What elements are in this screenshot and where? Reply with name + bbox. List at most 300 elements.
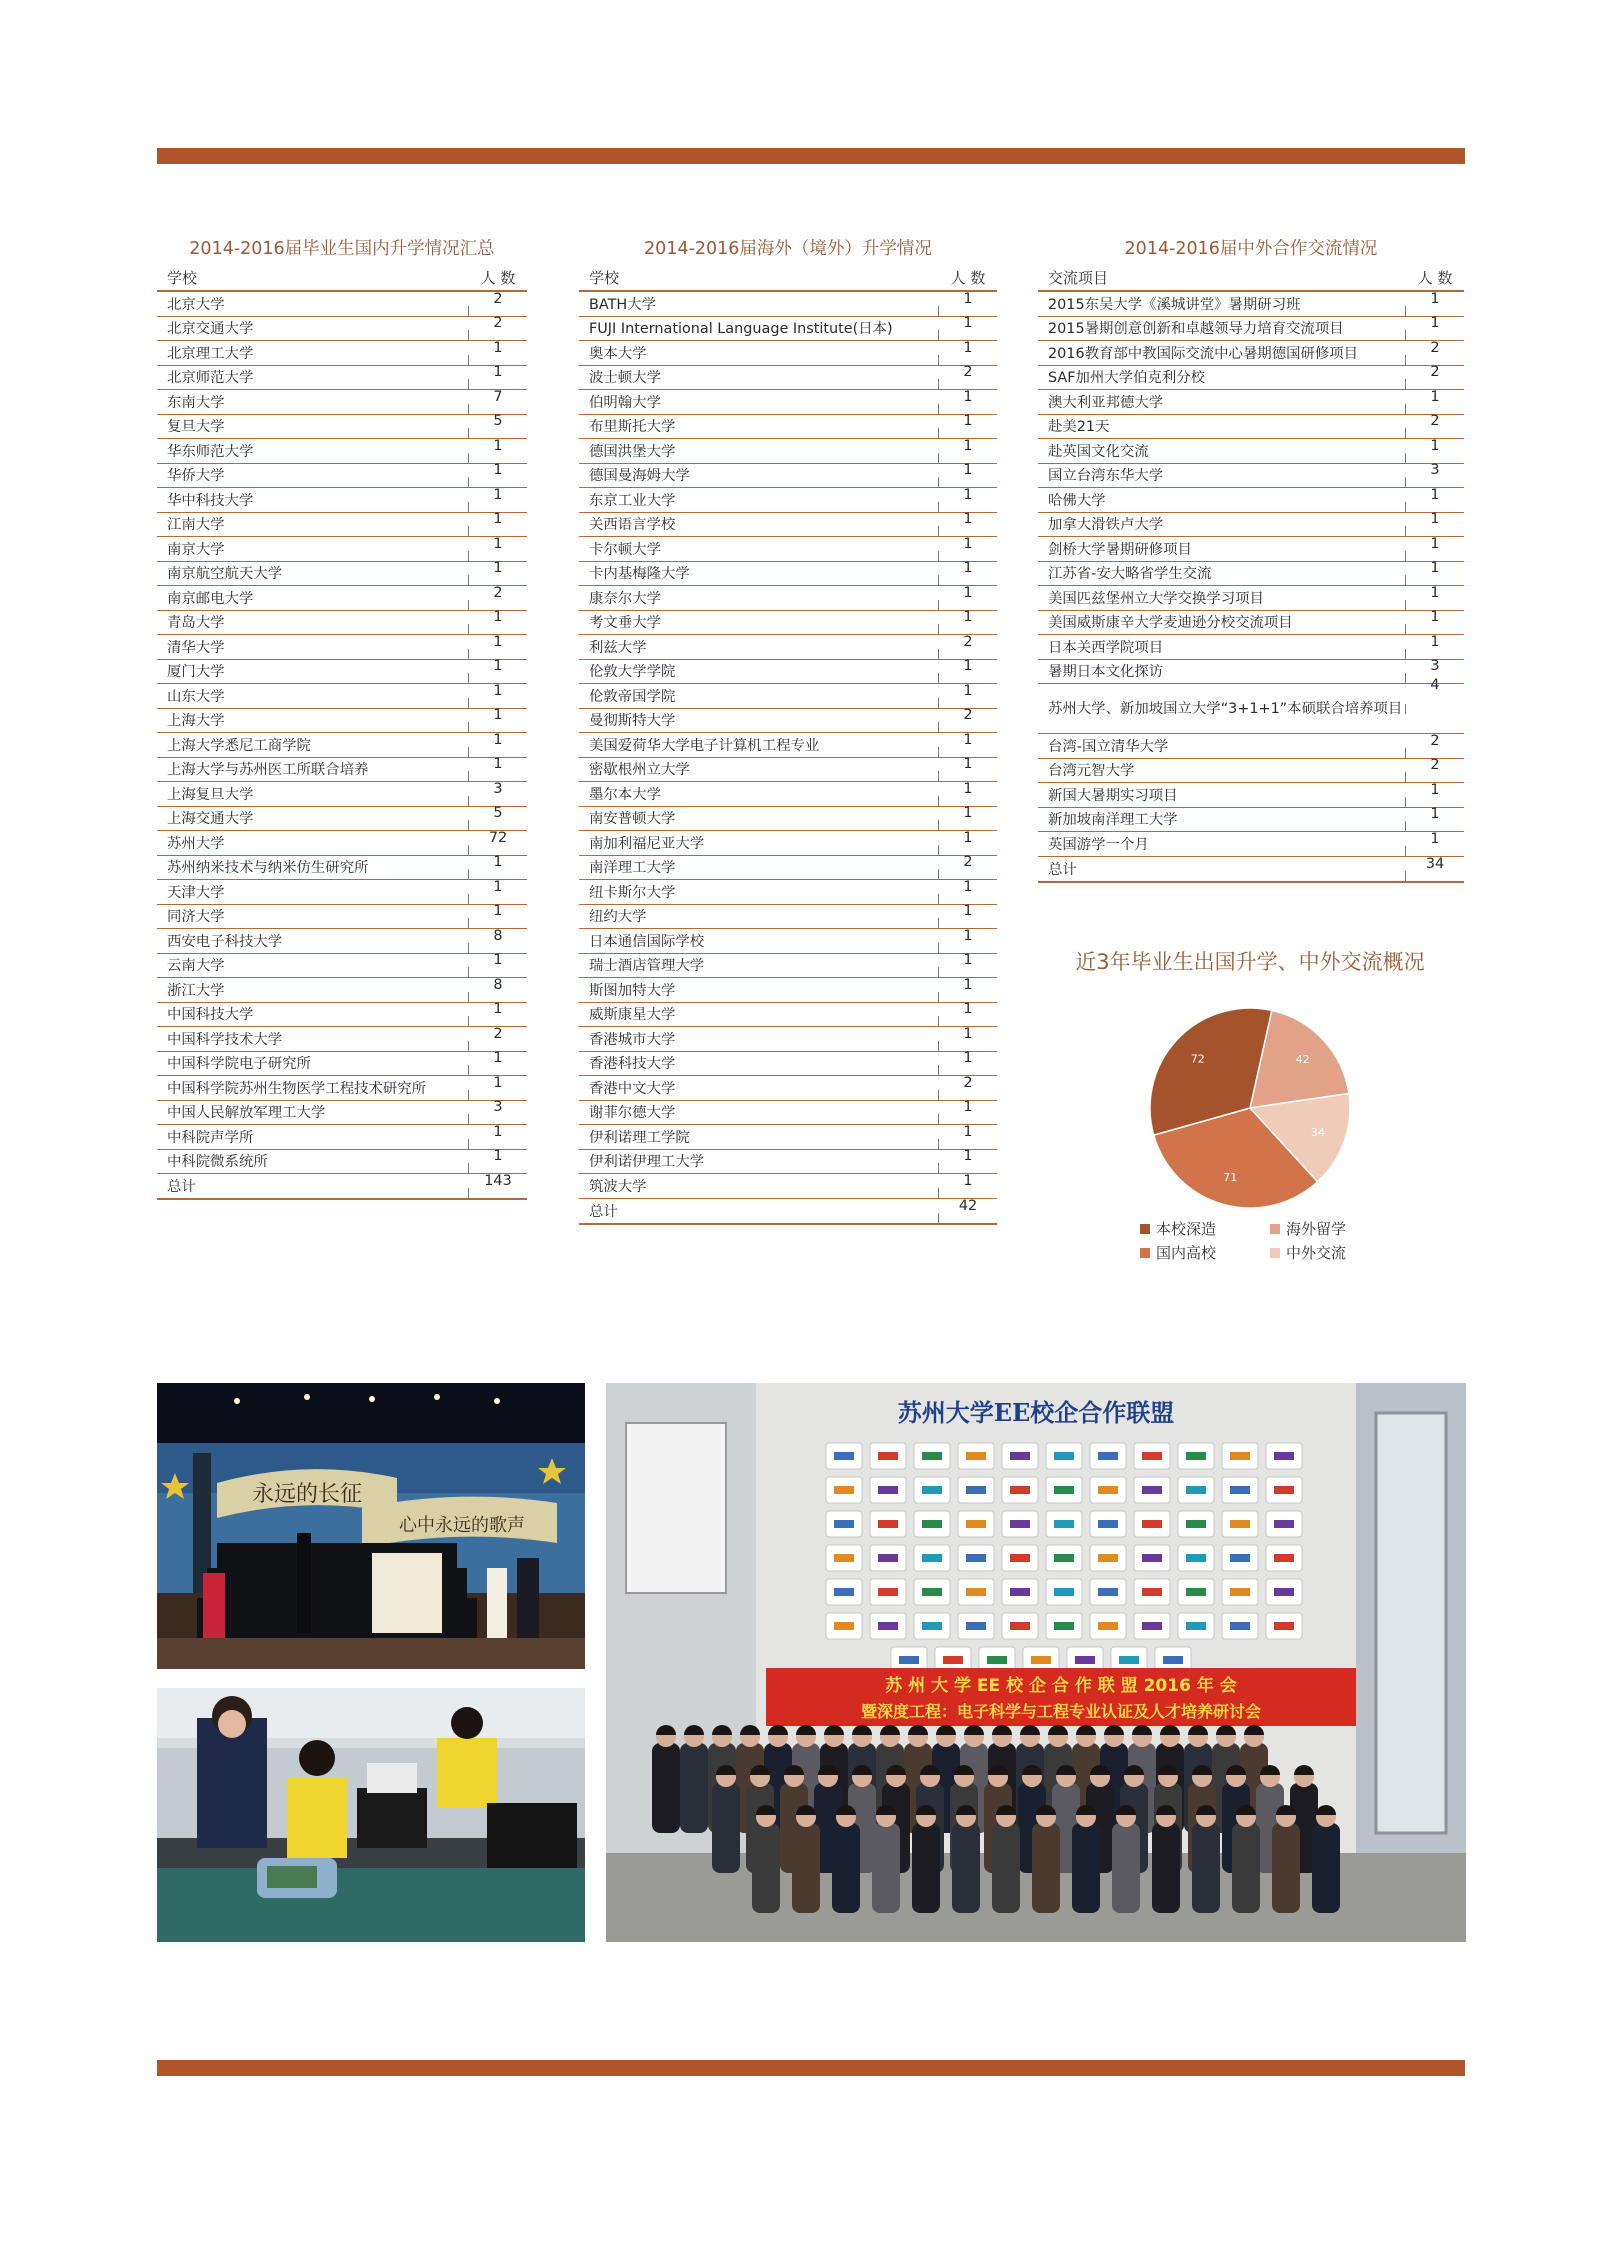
table-row bbox=[157, 1076, 527, 1101]
overseas-table-header bbox=[579, 262, 997, 292]
row-name: 台湾-国立清华大学 bbox=[1048, 738, 1169, 755]
alliance-banner-line-2: 暨深度工程：电子科学与工程专业认证及人才培养研讨会 bbox=[860, 1702, 1262, 1721]
table-row bbox=[579, 880, 997, 905]
table-row bbox=[579, 586, 997, 611]
row-name: 北京交通大学 bbox=[167, 321, 254, 337]
row-name: 纽卡斯尔大学 bbox=[589, 884, 676, 901]
choir-performance-photo bbox=[157, 1383, 585, 1669]
row-count: 1 bbox=[1405, 330, 1464, 340]
table-row bbox=[579, 464, 997, 489]
row-name: 德国洪堡大学 bbox=[589, 443, 676, 460]
row-count: 1 bbox=[938, 428, 997, 438]
table-row bbox=[1038, 676, 1464, 734]
row-name: 北京大学 bbox=[167, 296, 225, 313]
row-name: 中国科学院电子研究所 bbox=[167, 1056, 311, 1072]
legend-item bbox=[1140, 1242, 1216, 1263]
top-decor-bar bbox=[157, 148, 1465, 164]
row-name: 复旦大学 bbox=[167, 419, 225, 435]
row-count: 1 bbox=[1405, 649, 1464, 659]
table-row bbox=[1038, 783, 1464, 808]
table-row bbox=[579, 709, 997, 734]
row-name: 香港城市大学 bbox=[589, 1031, 676, 1048]
row-count: 1 bbox=[468, 1065, 527, 1075]
row-name: 南安普顿大学 bbox=[589, 811, 676, 827]
exchange-table-title: 2014-2016届中外合作交流情况 bbox=[1124, 239, 1378, 259]
row-count: 1 bbox=[468, 477, 527, 487]
row-count: 1 bbox=[938, 820, 997, 830]
table-row bbox=[579, 562, 997, 587]
row-name: 厦门大学 bbox=[167, 664, 225, 680]
table-row bbox=[579, 366, 997, 391]
table-row bbox=[157, 439, 527, 464]
table-row bbox=[157, 317, 527, 342]
table-row bbox=[157, 1027, 527, 1052]
row-count: 8 bbox=[468, 943, 527, 953]
row-count: 2 bbox=[468, 1041, 527, 1051]
table-row bbox=[579, 1150, 997, 1175]
table-row bbox=[157, 733, 527, 758]
row-name: 青岛大学 bbox=[167, 615, 225, 631]
row-name: 东京工业大学 bbox=[589, 492, 676, 509]
row-name: 东南大学 bbox=[167, 394, 225, 411]
row-name: 上海大学 bbox=[167, 713, 225, 729]
row-name: 上海大学与苏州医工所联合培养 bbox=[167, 762, 369, 778]
table-row bbox=[1038, 366, 1464, 391]
row-count: 1 bbox=[938, 330, 997, 340]
table-row bbox=[579, 954, 997, 979]
row-count: 1 bbox=[938, 404, 997, 414]
crowd-people bbox=[652, 1725, 1340, 1913]
row-name: 苏州大学、新加坡国立大学“3+1+1”本硕联合培养项目 bbox=[1048, 700, 1403, 717]
exchange-rows bbox=[1038, 292, 1464, 857]
row-count: 1 bbox=[468, 1139, 527, 1149]
total-label: 总计 bbox=[1048, 861, 1077, 878]
table-row bbox=[579, 292, 997, 317]
row-name: 赴美21天 bbox=[1048, 419, 1110, 435]
row-count: 1 bbox=[1405, 306, 1464, 316]
table-row bbox=[157, 807, 527, 832]
table-row bbox=[579, 905, 997, 930]
row-name: 香港科技大学 bbox=[589, 1056, 676, 1072]
row-name: 江南大学 bbox=[167, 517, 225, 533]
row-count: 5 bbox=[468, 428, 527, 438]
row-count: 1 bbox=[468, 649, 527, 659]
row-count: 1 bbox=[938, 992, 997, 1002]
table-row bbox=[579, 1076, 997, 1101]
row-count: 1 bbox=[468, 673, 527, 683]
row-count: 1 bbox=[938, 502, 997, 512]
table-row bbox=[157, 1101, 527, 1126]
row-name: 密歇根州立大学 bbox=[589, 762, 690, 778]
table-row bbox=[1038, 317, 1464, 342]
row-count: 1 bbox=[1405, 846, 1464, 856]
row-name: 墨尔本大学 bbox=[589, 786, 661, 803]
table-row bbox=[579, 1027, 997, 1052]
choir-banner-text-2: 心中永远的歌声 bbox=[399, 1515, 525, 1536]
pie-slice-label-0: 72 bbox=[1190, 1052, 1205, 1066]
table-row bbox=[579, 415, 997, 440]
domestic-rows bbox=[157, 292, 527, 1174]
row-name: 谢菲尔德大学 bbox=[589, 1105, 676, 1121]
row-name: 中科院声学所 bbox=[167, 1129, 254, 1146]
row-name: 暑期日本文化探访 bbox=[1048, 664, 1164, 680]
table-row bbox=[157, 856, 527, 881]
col-school: 学校 bbox=[589, 269, 620, 287]
row-count: 1 bbox=[468, 379, 527, 389]
table-row bbox=[1038, 586, 1464, 611]
pie-slice-label-1: 71 bbox=[1223, 1171, 1238, 1185]
table-row bbox=[157, 831, 527, 856]
table-row bbox=[579, 807, 997, 832]
row-name: 卡尔顿大学 bbox=[589, 541, 661, 558]
row-name: 美国爱荷华大学电子计算机工程专业 bbox=[589, 737, 820, 754]
row-count: 1 bbox=[938, 673, 997, 683]
row-count: 1 bbox=[468, 502, 527, 512]
row-name: 苏州纳米技术与纳米仿生研究所 bbox=[167, 860, 369, 876]
row-count: 2 bbox=[1405, 772, 1464, 782]
row-name: 华东师范大学 bbox=[167, 443, 254, 460]
row-count: 1 bbox=[938, 1114, 997, 1124]
row-name: 北京师范大学 bbox=[167, 370, 254, 386]
row-count: 3 bbox=[1405, 477, 1464, 487]
row-name: 南加利福尼亚大学 bbox=[589, 835, 705, 852]
legend-item bbox=[1270, 1242, 1346, 1263]
row-count: 1 bbox=[938, 771, 997, 781]
table-row bbox=[157, 415, 527, 440]
row-name: 日本关西学院项目 bbox=[1048, 639, 1164, 656]
table-row bbox=[157, 709, 527, 734]
table-row bbox=[1038, 292, 1464, 317]
col-count: 人 数 bbox=[1417, 269, 1453, 287]
row-name: 西安电子科技大学 bbox=[167, 933, 283, 950]
row-count: 5 bbox=[468, 820, 527, 830]
row-count: 1 bbox=[938, 600, 997, 610]
row-count: 2 bbox=[938, 1090, 997, 1100]
row-count: 1 bbox=[1405, 404, 1464, 414]
row-count: 1 bbox=[468, 1163, 527, 1173]
row-count: 1 bbox=[938, 943, 997, 953]
row-count: 1 bbox=[938, 845, 997, 855]
row-name: 国立台湾东华大学 bbox=[1048, 468, 1164, 484]
row-name: 伯明翰大学 bbox=[589, 394, 661, 411]
total-label: 总计 bbox=[589, 1203, 618, 1220]
row-name: 利兹大学 bbox=[589, 639, 647, 656]
table-row bbox=[157, 684, 527, 709]
row-name: 康奈尔大学 bbox=[589, 590, 661, 607]
table-row bbox=[157, 562, 527, 587]
pie-chart-title: 近3年毕业生出国升学、中外交流概况 bbox=[1075, 950, 1425, 974]
row-count: 8 bbox=[468, 992, 527, 1002]
row-count: 1 bbox=[938, 526, 997, 536]
row-name: SAF加州大学伯克利分校 bbox=[1048, 370, 1206, 386]
row-count: 1 bbox=[938, 306, 997, 316]
row-count: 1 bbox=[938, 624, 997, 634]
table-row bbox=[1038, 390, 1464, 415]
row-count: 1 bbox=[1405, 453, 1464, 463]
table-row bbox=[157, 1150, 527, 1175]
table-row bbox=[579, 1125, 997, 1150]
row-name: 威斯康星大学 bbox=[589, 1007, 676, 1023]
row-count: 1 bbox=[938, 551, 997, 561]
row-count: 2 bbox=[1405, 428, 1464, 438]
table-row bbox=[1038, 341, 1464, 366]
row-count: 1 bbox=[468, 1090, 527, 1100]
row-name: 加拿大滑铁卢大学 bbox=[1048, 517, 1164, 533]
row-count: 1 bbox=[938, 967, 997, 977]
col-count: 人 数 bbox=[950, 269, 986, 287]
table-row bbox=[579, 317, 997, 342]
table-row bbox=[579, 1174, 997, 1199]
domestic-table-title: 2014-2016届毕业生国内升学情况汇总 bbox=[189, 239, 495, 259]
row-count: 72 bbox=[468, 845, 527, 855]
row-name: 南京航空航天大学 bbox=[167, 566, 283, 582]
row-count: 1 bbox=[1405, 502, 1464, 512]
row-count: 1 bbox=[938, 894, 997, 904]
row-name: 考文垂大学 bbox=[589, 615, 661, 631]
table-row bbox=[579, 1101, 997, 1126]
row-count: 1 bbox=[468, 918, 527, 928]
table-row bbox=[579, 831, 997, 856]
row-name: 新国大暑期实习项目 bbox=[1048, 787, 1178, 804]
row-name: 北京理工大学 bbox=[167, 345, 254, 362]
legend-swatch bbox=[1140, 1248, 1150, 1258]
row-count: 1 bbox=[468, 967, 527, 977]
row-name: 苏州大学 bbox=[167, 835, 225, 852]
row-count: 1 bbox=[938, 355, 997, 365]
pie-slice-label-3: 34 bbox=[1310, 1126, 1325, 1140]
table-row bbox=[1038, 513, 1464, 538]
legend-swatch bbox=[1270, 1248, 1280, 1258]
row-count: 1 bbox=[1405, 526, 1464, 536]
table-row bbox=[157, 537, 527, 562]
table-row bbox=[579, 537, 997, 562]
row-count: 1 bbox=[468, 624, 527, 634]
row-name: 台湾元智大学 bbox=[1048, 763, 1135, 779]
row-count: 1 bbox=[938, 918, 997, 928]
row-count: 3 bbox=[1405, 673, 1464, 683]
row-name: 斯图加特大学 bbox=[589, 982, 676, 999]
table-row bbox=[1038, 464, 1464, 489]
total-value: 143 bbox=[468, 1188, 527, 1198]
table-row bbox=[157, 292, 527, 317]
row-name: 浙江大学 bbox=[167, 982, 225, 999]
table-row bbox=[1038, 611, 1464, 636]
row-name: 2016教育部中教国际交流中心暑期德国研修项目 bbox=[1048, 345, 1359, 362]
table-row bbox=[157, 635, 527, 660]
row-count: 1 bbox=[468, 575, 527, 585]
table-row bbox=[1038, 808, 1464, 833]
table-row bbox=[579, 733, 997, 758]
row-count: 2 bbox=[468, 600, 527, 610]
row-name: 中国科技大学 bbox=[167, 1007, 254, 1023]
row-count: 1 bbox=[938, 575, 997, 585]
row-count: 1 bbox=[938, 1065, 997, 1075]
row-name: 南京大学 bbox=[167, 541, 225, 558]
row-name: 上海复旦大学 bbox=[167, 786, 254, 803]
row-count: 3 bbox=[468, 1114, 527, 1124]
table-row bbox=[157, 929, 527, 954]
table-row bbox=[157, 1003, 527, 1028]
table-row bbox=[157, 488, 527, 513]
table-row bbox=[1038, 660, 1464, 685]
row-name: 上海大学悉尼工商学院 bbox=[167, 737, 311, 754]
row-name: 山东大学 bbox=[167, 688, 225, 705]
row-name: 新加坡南洋理工大学 bbox=[1048, 812, 1178, 828]
row-count: 1 bbox=[938, 698, 997, 708]
total-value: 42 bbox=[938, 1213, 997, 1223]
row-name: 剑桥大学暑期研修项目 bbox=[1048, 541, 1192, 558]
table-row bbox=[579, 513, 997, 538]
table-row bbox=[1038, 415, 1464, 440]
row-count: 2 bbox=[1405, 355, 1464, 365]
row-count: 2 bbox=[1405, 748, 1464, 758]
row-name: 德国曼海姆大学 bbox=[589, 468, 690, 484]
alliance-wall-title: 苏州大学EE校企合作联盟 bbox=[897, 1398, 1175, 1427]
table-row bbox=[157, 758, 527, 783]
row-name: 华侨大学 bbox=[167, 468, 225, 484]
row-name: 江苏省-安大略省学生交流 bbox=[1048, 566, 1212, 582]
row-count: 1 bbox=[468, 771, 527, 781]
table-row bbox=[579, 1003, 997, 1028]
row-name: 日本通信国际学校 bbox=[589, 933, 705, 950]
row-name: 云南大学 bbox=[167, 958, 225, 974]
row-count: 1 bbox=[468, 551, 527, 561]
row-name: 天津大学 bbox=[167, 884, 225, 901]
row-count: 1 bbox=[938, 1163, 997, 1173]
table-row bbox=[1038, 488, 1464, 513]
row-count: 1 bbox=[938, 796, 997, 806]
row-count: 1 bbox=[468, 355, 527, 365]
row-name: 华中科技大学 bbox=[167, 492, 254, 509]
row-name: 2015暑期创意创新和卓越领导力培育交流项目 bbox=[1048, 321, 1344, 337]
row-name: 美国威斯康辛大学麦迪逊分校交流项目 bbox=[1048, 615, 1293, 631]
row-count: 1 bbox=[938, 747, 997, 757]
bottom-decor-bar bbox=[157, 2060, 1465, 2076]
row-count: 1 bbox=[1405, 575, 1464, 585]
row-name: 奥本大学 bbox=[589, 345, 647, 362]
row-count: 1 bbox=[1405, 624, 1464, 634]
row-name: 伊利诺伊理工大学 bbox=[589, 1154, 705, 1170]
row-count: 1 bbox=[938, 477, 997, 487]
legend-item bbox=[1140, 1218, 1216, 1239]
overseas-table-title: 2014-2016届海外（境外）升学情况 bbox=[644, 239, 932, 259]
row-name: 美国匹兹堡州立大学交换学习项目 bbox=[1048, 590, 1264, 607]
table-row bbox=[157, 366, 527, 391]
row-count: 1 bbox=[938, 1139, 997, 1149]
row-count: 1 bbox=[468, 526, 527, 536]
row-count: 4 bbox=[1405, 704, 1464, 714]
row-count: 1 bbox=[468, 698, 527, 708]
table-row bbox=[1038, 562, 1464, 587]
exchange-table-header bbox=[1038, 262, 1464, 292]
table-row bbox=[157, 611, 527, 636]
row-count: 1 bbox=[468, 453, 527, 463]
overseas-total-row bbox=[579, 1199, 997, 1225]
overseas-rows bbox=[579, 292, 997, 1199]
row-count: 1 bbox=[1405, 551, 1464, 561]
table-row bbox=[579, 856, 997, 881]
col-item: 交流项目 bbox=[1048, 269, 1109, 287]
total-label: 总计 bbox=[167, 1179, 196, 1195]
row-count: 3 bbox=[468, 796, 527, 806]
row-count: 1 bbox=[938, 1016, 997, 1026]
exchange-total-row bbox=[1038, 857, 1464, 883]
overseas-table bbox=[579, 236, 997, 1225]
row-name: 筑波大学 bbox=[589, 1178, 647, 1195]
row-name: 波士顿大学 bbox=[589, 370, 661, 386]
row-count: 2 bbox=[938, 379, 997, 389]
row-count: 1 bbox=[938, 1041, 997, 1051]
table-row bbox=[157, 954, 527, 979]
legend-label: 海外留学 bbox=[1286, 1220, 1347, 1238]
table-row bbox=[157, 880, 527, 905]
table-row bbox=[157, 464, 527, 489]
row-name: 同济大学 bbox=[167, 909, 225, 925]
choir-banner-text-1: 永远的长征 bbox=[251, 1482, 363, 1507]
row-name: 南京邮电大学 bbox=[167, 590, 254, 607]
sponsor-logo-wall bbox=[826, 1443, 1302, 1673]
row-name: 卡内基梅隆大学 bbox=[589, 566, 690, 582]
row-name: 南洋理工大学 bbox=[589, 860, 676, 876]
row-count: 1 bbox=[1405, 821, 1464, 831]
row-count: 2 bbox=[938, 722, 997, 732]
row-name: 纽约大学 bbox=[589, 909, 647, 925]
table-row bbox=[157, 1125, 527, 1150]
table-row bbox=[157, 782, 527, 807]
row-count: 2 bbox=[468, 306, 527, 316]
table-row bbox=[579, 758, 997, 783]
row-name: 中国科学技术大学 bbox=[167, 1031, 283, 1048]
legend-swatch bbox=[1270, 1224, 1280, 1234]
table-row bbox=[157, 660, 527, 685]
table-row bbox=[579, 782, 997, 807]
table-row bbox=[157, 586, 527, 611]
col-count: 人 数 bbox=[480, 269, 516, 287]
table-row bbox=[1038, 537, 1464, 562]
col-school: 学校 bbox=[167, 269, 198, 287]
table-row bbox=[579, 684, 997, 709]
table-row bbox=[1038, 832, 1464, 857]
row-name: 上海交通大学 bbox=[167, 811, 254, 827]
pie-chart bbox=[1140, 998, 1360, 1218]
row-name: BATH大学 bbox=[589, 296, 656, 313]
row-count: 2 bbox=[938, 869, 997, 879]
row-name: FUJI International Language Institute(日本) bbox=[589, 321, 893, 337]
table-row bbox=[157, 978, 527, 1003]
table-row bbox=[157, 390, 527, 415]
row-count: 1 bbox=[468, 869, 527, 879]
row-count: 1 bbox=[938, 1188, 997, 1198]
domestic-table-header bbox=[157, 262, 527, 292]
row-name: 中国人民解放军理工大学 bbox=[167, 1105, 326, 1121]
row-name: 英国游学一个月 bbox=[1048, 836, 1149, 853]
table-row bbox=[579, 929, 997, 954]
table-row bbox=[1038, 439, 1464, 464]
alliance-banner-line-1: 苏 州 大 学 EE 校 企 合 作 联 盟 2016 年 会 bbox=[885, 1676, 1237, 1696]
table-row bbox=[1038, 759, 1464, 784]
row-count: 1 bbox=[1405, 600, 1464, 610]
row-count: 1 bbox=[468, 894, 527, 904]
table-row bbox=[157, 341, 527, 366]
row-count: 1 bbox=[938, 453, 997, 463]
legend-label: 中外交流 bbox=[1286, 1244, 1347, 1262]
table-row bbox=[579, 1052, 997, 1077]
row-name: 澳大利亚邦德大学 bbox=[1048, 394, 1164, 411]
row-count: 1 bbox=[468, 722, 527, 732]
table-row bbox=[157, 905, 527, 930]
row-name: 伊利诺理工学院 bbox=[589, 1129, 690, 1146]
domestic-table bbox=[157, 236, 527, 1200]
